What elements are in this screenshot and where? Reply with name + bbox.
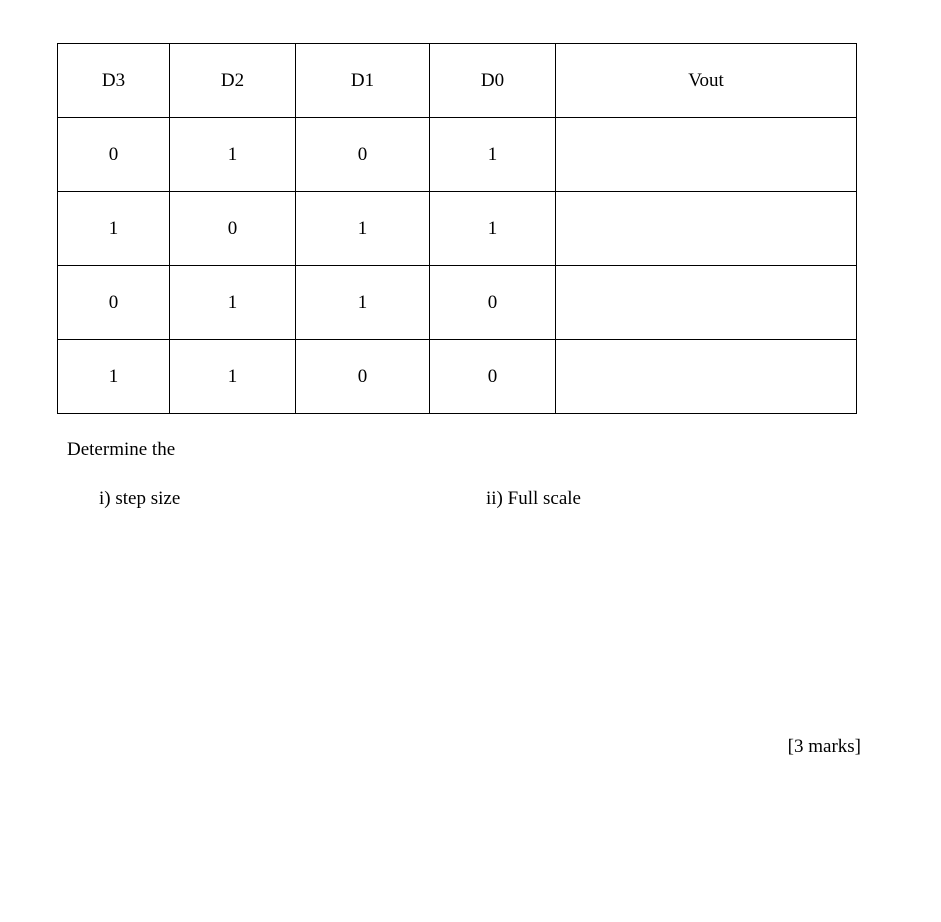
cell-d3: 0 <box>58 266 170 340</box>
cell-d3: 1 <box>58 340 170 414</box>
cell-d1: 0 <box>296 340 430 414</box>
table-row <box>58 266 857 340</box>
header-d1: D1 <box>296 44 430 118</box>
dac-truth-table <box>57 43 857 414</box>
cell-d0: 0 <box>430 266 556 340</box>
cell-d0: 1 <box>430 118 556 192</box>
cell-d1: 0 <box>296 118 430 192</box>
question-part-ii: ii) Full scale <box>486 488 581 509</box>
table-row <box>58 118 857 192</box>
cell-vout <box>556 192 857 266</box>
header-d3: D3 <box>58 44 170 118</box>
cell-d3: 0 <box>58 118 170 192</box>
cell-d3: 1 <box>58 192 170 266</box>
table-header-row <box>58 44 857 118</box>
table-row <box>58 340 857 414</box>
header-d0: D0 <box>430 44 556 118</box>
question-intro: Determine the <box>67 439 176 460</box>
marks-label: [3 marks] <box>787 736 861 757</box>
table-row <box>58 192 857 266</box>
cell-d2: 1 <box>170 118 296 192</box>
header-d2: D2 <box>170 44 296 118</box>
cell-d1: 1 <box>296 192 430 266</box>
cell-d0: 0 <box>430 340 556 414</box>
question-part-i: i) step size <box>99 488 181 509</box>
cell-d2: 1 <box>170 266 296 340</box>
cell-d2: 0 <box>170 192 296 266</box>
cell-vout <box>556 118 857 192</box>
header-vout: Vout <box>556 44 857 118</box>
cell-vout <box>556 340 857 414</box>
cell-d0: 1 <box>430 192 556 266</box>
cell-d2: 1 <box>170 340 296 414</box>
cell-vout <box>556 266 857 340</box>
cell-d1: 1 <box>296 266 430 340</box>
